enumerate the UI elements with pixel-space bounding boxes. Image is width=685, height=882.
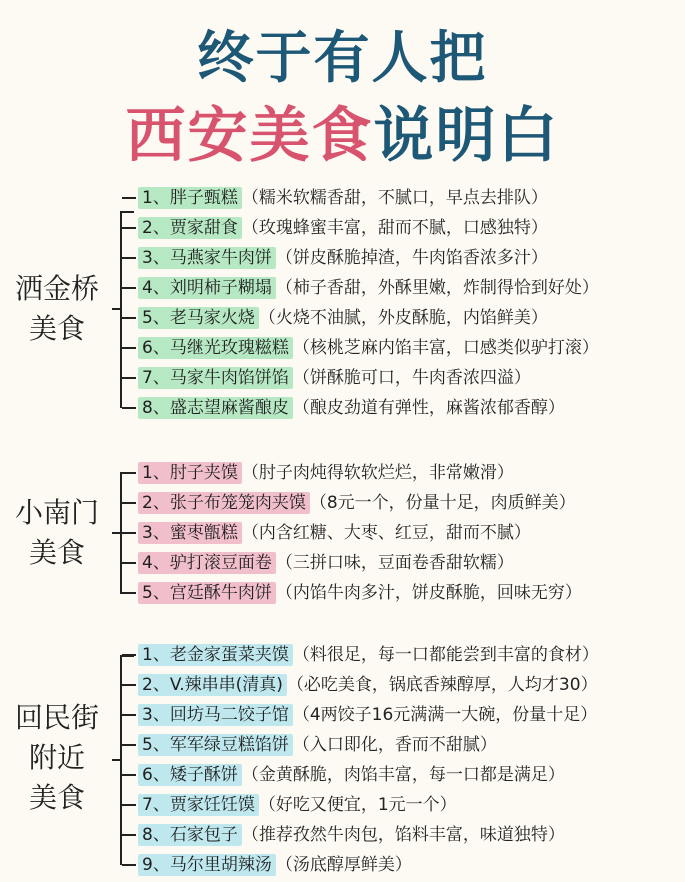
- title-line2: [0, 88, 685, 174]
- item-name: 1、老金家蛋菜夹馍: [138, 644, 293, 666]
- section-label-line: 小南门: [14, 496, 99, 529]
- section-label: [2, 698, 112, 818]
- item-desc: （玫瑰蜂蜜丰富，甜而不腻，口感独特）: [241, 218, 548, 238]
- section-label-line: 回民街: [14, 701, 99, 734]
- list-item: [138, 670, 599, 700]
- title-highlight: 西安美食: [125, 101, 374, 171]
- item-desc: （汤底醇厚鲜美）: [275, 855, 412, 875]
- title-line1: 终于有人把: [197, 26, 488, 91]
- item-name: 1、肘子夹馍: [138, 462, 242, 484]
- list-item: [138, 273, 599, 303]
- list-item: [138, 183, 599, 213]
- item-name: 2、贾家甜食: [138, 217, 242, 239]
- item-desc: （好吃又便宜，1元一个）: [258, 795, 457, 815]
- list-item: [138, 578, 582, 608]
- item-name: 5、老马家火烧: [138, 307, 259, 329]
- item-desc: （内馅牛肉多汁，饼皮酥脆，回味无穷）: [275, 583, 582, 603]
- item-name: 1、胖子甄糕: [138, 187, 242, 209]
- item-desc: （内含红糖、大枣、红豆，甜而不腻）: [241, 523, 531, 543]
- list-item: [138, 518, 582, 548]
- item-desc: （核桃芝麻内馅丰富，口感类似驴打滚）: [292, 338, 599, 358]
- item-list: [138, 183, 599, 423]
- list-item: [138, 548, 582, 578]
- section-label-line: 美食: [28, 312, 85, 345]
- item-desc: （酿皮劲道有弹性，麻酱浓郁香醇）: [292, 398, 565, 418]
- title-suffix: 说明白: [373, 101, 560, 171]
- section-label: [2, 493, 112, 573]
- section-label: [2, 269, 112, 349]
- section-label-line: 美食: [28, 536, 85, 569]
- item-desc: （必吃美食，锅底香辣醇厚，人均才30）: [286, 675, 598, 695]
- section-xiaonanmen: [0, 458, 685, 618]
- item-desc: （柿子香甜，外酥里嫩，炸制得恰到好处）: [275, 278, 599, 298]
- item-name: 2、张子布笼笼肉夹馍: [138, 492, 310, 514]
- item-desc: （饼皮酥脆掉渣，牛肉馅香浓多汁）: [275, 248, 548, 268]
- list-item: [138, 790, 599, 820]
- item-name: 3、回坊马二饺子馆: [138, 704, 293, 726]
- item-desc: （金黄酥脆，肉馅丰富，每一口都是满足）: [241, 765, 565, 785]
- item-name: 8、盛志望麻酱酿皮: [138, 397, 293, 419]
- list-item: [138, 850, 599, 880]
- item-name: 4、刘明柿子糊塌: [138, 277, 276, 299]
- item-name: 4、驴打滚豆面卷: [138, 552, 276, 574]
- list-item: [138, 393, 599, 423]
- list-item: [138, 760, 599, 790]
- item-name: 5、宫廷酥牛肉饼: [138, 582, 276, 604]
- item-desc: （4两饺子16元满满一大碗，份量十足）: [292, 705, 598, 725]
- section-sajinqiao: [0, 187, 685, 429]
- item-name: 6、马继光玫瑰糍糕: [138, 337, 293, 359]
- list-item: [138, 303, 599, 333]
- list-item: [138, 243, 599, 273]
- item-name: 3、马燕家牛肉饼: [138, 247, 276, 269]
- list-item: [138, 820, 599, 850]
- item-desc: （肘子肉炖得软软烂烂，非常嫩滑）: [241, 463, 514, 483]
- item-desc: （料很足，每一口都能尝到丰富的食材）: [292, 645, 599, 665]
- section-label-line: 附近: [28, 741, 85, 774]
- item-name: 5、军军绿豆糕馅饼: [138, 734, 293, 756]
- item-name: 2、V.辣串串(清真): [138, 674, 287, 696]
- section-label-line: 美食: [28, 781, 85, 814]
- item-desc: （入口即化，香而不甜腻）: [292, 735, 497, 755]
- item-desc: （8元一个，份量十足，肉质鲜美）: [309, 493, 576, 513]
- section-label-line: 洒金桥: [14, 272, 99, 305]
- list-item: [138, 363, 599, 393]
- section-huiminjie: [0, 640, 685, 880]
- item-desc: （火烧不油腻，外皮酥脆，内馅鲜美）: [258, 308, 548, 328]
- item-name: 3、蜜枣甑糕: [138, 522, 242, 544]
- list-item: [138, 700, 599, 730]
- list-item: [138, 488, 582, 518]
- item-desc: （推荐孜然牛肉包，馅料丰富，味道独特）: [241, 825, 565, 845]
- item-desc: （三拼口味，豆面卷香甜软糯）: [275, 553, 514, 573]
- list-item: [138, 458, 582, 488]
- list-item: [138, 730, 599, 760]
- list-item: [138, 333, 599, 363]
- item-list: [138, 640, 599, 880]
- item-desc: （糯米软糯香甜，不腻口，早点去排队）: [241, 188, 548, 208]
- item-name: 8、石家包子: [138, 824, 242, 846]
- item-name: 9、马尔里胡辣汤: [138, 854, 276, 876]
- list-item: [138, 213, 599, 243]
- list-item: [138, 640, 599, 670]
- item-name: 7、贾家饪饪馍: [138, 794, 259, 816]
- item-name: 6、矮子酥饼: [138, 764, 242, 786]
- item-desc: （饼酥脆可口，牛肉香浓四溢）: [292, 368, 531, 388]
- item-name: 7、马家牛肉馅饼馅: [138, 367, 293, 389]
- item-list: [138, 458, 582, 608]
